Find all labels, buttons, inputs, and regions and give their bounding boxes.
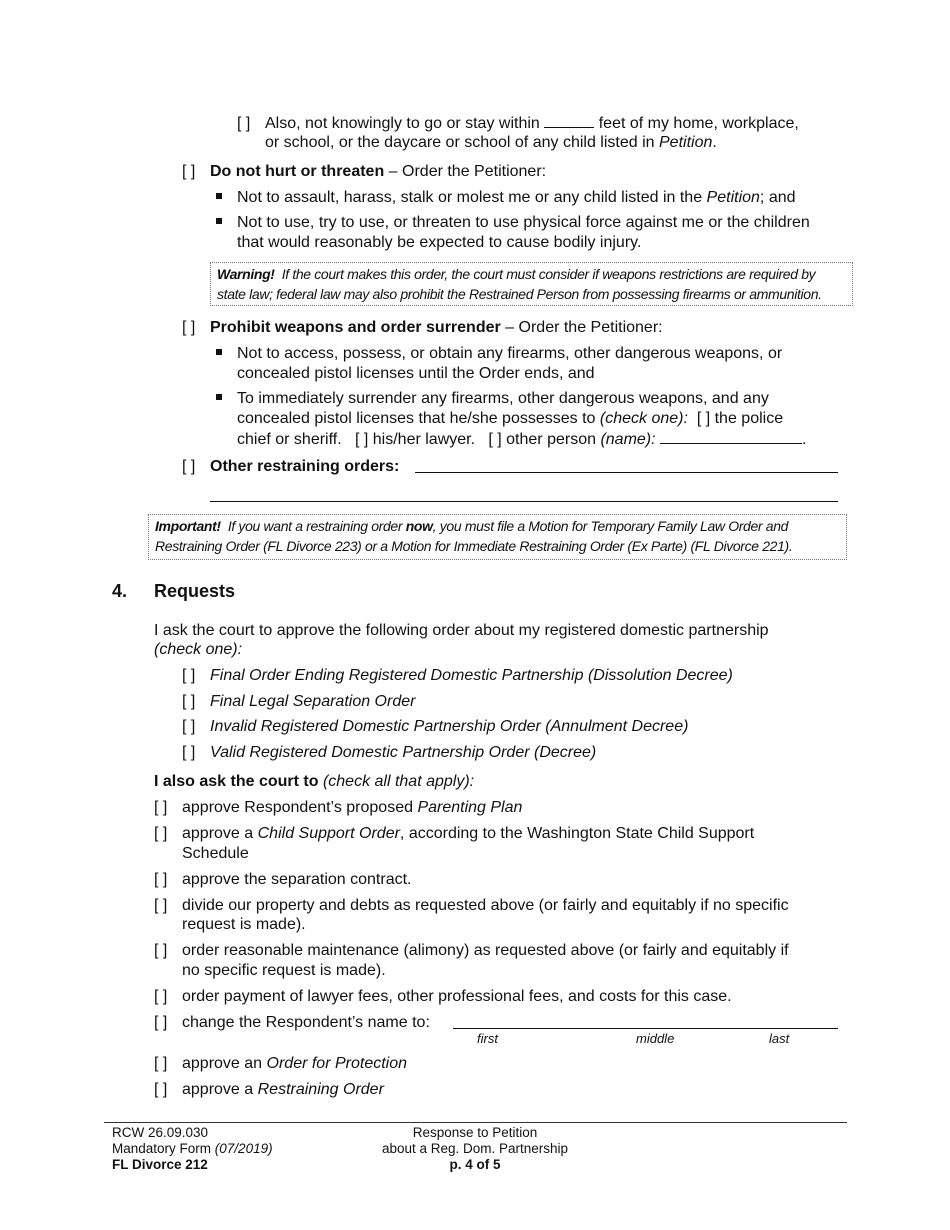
checkbox[interactable]: [ ] <box>182 163 196 180</box>
section-title: Requests <box>154 581 236 601</box>
request-item-cont: no specific request is made). <box>182 962 386 979</box>
request-item: [ ] approve a Child Support Order, according to the Washington State Child Support <box>154 825 755 842</box>
footer-divider <box>104 1122 847 1123</box>
page-number: p. 4 of 5 <box>449 1157 501 1172</box>
checkbox[interactable]: [ ] <box>154 1055 168 1072</box>
footer-left: RCW 26.09.030 Mandatory Form (07/2019) FL Divorce 212 <box>112 1125 273 1172</box>
footer-center: Response to Petition about a Reg. Dom. Partnership p. 4 of 5 <box>360 1125 590 1173</box>
checkbox[interactable]: [ ] <box>182 693 196 710</box>
bullet <box>216 218 222 224</box>
feet-blank[interactable] <box>544 113 594 128</box>
hurt-heading: [ ] Do not hurt or threaten – Order the Petitioner: <box>182 163 547 180</box>
checkbox[interactable]: [ ] <box>237 115 251 132</box>
name-first-label: first <box>477 1031 498 1046</box>
order-option: [ ] Final Order Ending Registered Domestic Partnership (Dissolution Decree) <box>182 667 733 684</box>
bullet <box>216 394 222 400</box>
checkbox[interactable]: [ ] <box>182 718 196 735</box>
hurt-bullet-2-cont: that would reasonably be expected to cause bodily injury. <box>237 234 642 251</box>
checkbox[interactable]: [ ] <box>154 988 168 1005</box>
other-orders-line-1[interactable] <box>415 472 838 473</box>
checkbox[interactable]: [ ] <box>154 871 168 888</box>
name-middle-label: middle <box>636 1031 675 1046</box>
order-option: [ ] Valid Registered Domestic Partnership Order (Decree) <box>182 744 597 761</box>
order-option: [ ] Final Legal Separation Order <box>182 693 416 710</box>
request-item: [ ] approve the separation contract. <box>154 871 412 888</box>
checkbox[interactable]: [ ] <box>154 799 168 816</box>
other-orders-heading: [ ] Other restraining orders: <box>182 458 400 475</box>
hurt-bullet-1: Not to assault, harass, stalk or molest me or any child listed in the Petition; and <box>237 189 796 206</box>
police-option[interactable]: [ ] the police <box>696 410 784 427</box>
other-orders-line-2[interactable] <box>210 501 838 502</box>
request-item: [ ] approve an Order for Protection <box>154 1055 408 1072</box>
requests-intro: I ask the court to approve the following order about my registered domestic partnership <box>154 622 769 639</box>
weapons-bullet-1: Not to access, possess, or obtain any firearms, other dangerous weapons, or <box>237 345 783 362</box>
weapons-bullet-1-cont: concealed pistol licenses until the Order ends, and <box>237 365 595 382</box>
request-item: [ ] change the Respondent’s name to: <box>154 1014 430 1031</box>
checkbox[interactable]: [ ] <box>154 897 168 914</box>
name-change-line[interactable] <box>453 1028 838 1029</box>
stay-away-line-2: or school, or the daycare or school of any child listed in Petition. <box>265 134 717 151</box>
request-item: [ ] approve a Restraining Order <box>154 1081 384 1098</box>
other-person-option[interactable]: [ ] other person <box>488 431 596 448</box>
request-item-cont: Schedule <box>182 845 249 862</box>
also-ask-heading: I also ask the court to (check all that apply): <box>154 773 475 790</box>
weapons-heading: [ ] Prohibit weapons and order surrender – Order the Petitioner: <box>182 319 663 336</box>
checkbox[interactable]: [ ] <box>182 744 196 761</box>
section-number: 4. <box>112 581 128 601</box>
bullet <box>216 349 222 355</box>
request-item: [ ] order payment of lawyer fees, other professional fees, and costs for this case. <box>154 988 732 1005</box>
name-last-label: last <box>769 1031 790 1046</box>
hurt-bullet-2: Not to use, try to use, or threaten to use physical force against me or the children <box>237 214 810 231</box>
stay-away-line-1: [ ] Also, not knowingly to go or stay within feet of my home, workplace, <box>237 115 799 132</box>
request-item: [ ] order reasonable maintenance (alimony) as requested above (or fairly and equitably if <box>154 942 789 959</box>
warning-box: Warning! If the court makes this order, the court must consider if weapons restrictions are required by state law; federal law may also prohibit the Restrained Person from possessing firearms or ammunition. <box>210 262 853 306</box>
other-person-name-blank[interactable] <box>660 429 802 444</box>
bullet <box>216 193 222 199</box>
requests-intro-check: (check one): <box>154 641 243 658</box>
checkbox[interactable]: [ ] <box>182 667 196 684</box>
weapons-bullet-2-cont2: chief or sheriff. [ ] his/her lawyer. [ ] other person (name): . <box>237 431 807 448</box>
order-option: [ ] Invalid Registered Domestic Partnership Order (Annulment Decree) <box>182 718 689 735</box>
request-item-cont: request is made). <box>182 916 306 933</box>
checkbox[interactable]: [ ] <box>154 1014 168 1031</box>
checkbox[interactable]: [ ] <box>154 942 168 959</box>
request-item: [ ] divide our property and debts as requested above (or fairly and equitably if no specific <box>154 897 789 914</box>
checkbox[interactable]: [ ] <box>182 319 196 336</box>
request-item: [ ] approve Respondent’s proposed Parenting Plan <box>154 799 523 816</box>
checkbox[interactable]: [ ] <box>154 825 168 842</box>
weapons-bullet-2-cont: concealed pistol licenses that he/she possesses to (check one): [ ] the police <box>237 410 784 427</box>
weapons-bullet-2: To immediately surrender any firearms, other dangerous weapons, and any <box>237 390 769 407</box>
important-box: Important! If you want a restraining order now, you must file a Motion for Temporary Family Law Order and Restraining Order (FL Divorce 223) or a Motion for Immediate Restraining Order (Ex Parte) (FL Divorce 221). <box>148 514 847 560</box>
lawyer-option[interactable]: [ ] his/her lawyer. <box>354 431 476 448</box>
checkbox[interactable]: [ ] <box>154 1081 168 1098</box>
checkbox[interactable]: [ ] <box>182 458 196 475</box>
